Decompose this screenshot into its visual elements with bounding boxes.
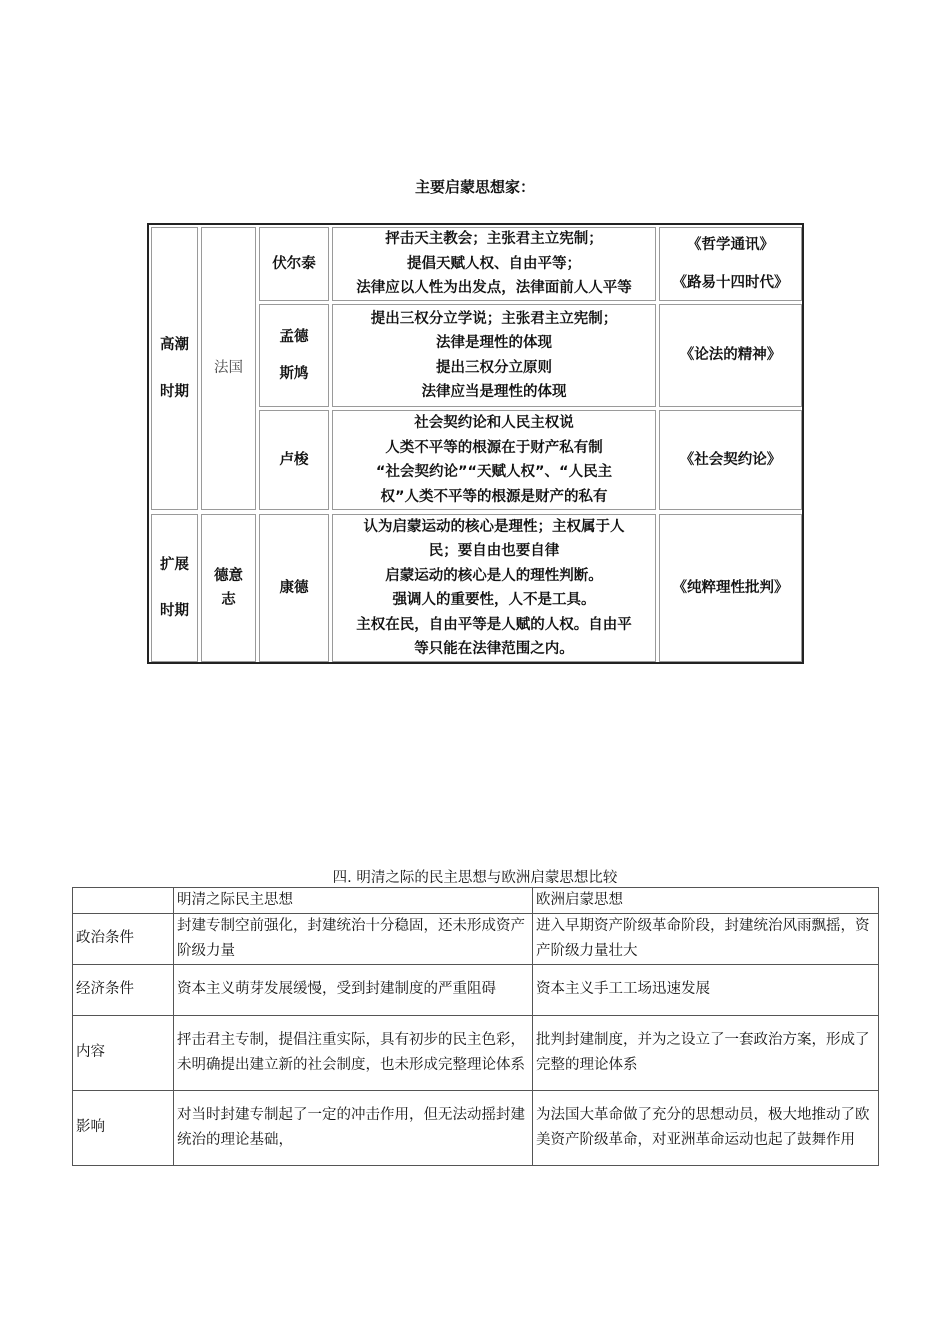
table1-title: 主要启蒙思想家： <box>414 178 535 196</box>
idea-line: 强调人的重要性，人不是工具。 <box>392 592 596 608</box>
europe-cell: 资本主义手工工场迅速发展 <box>533 964 879 1015</box>
period-high-line1: 高潮 <box>160 337 189 353</box>
thinker-ideas-cell <box>332 410 656 510</box>
idea-line: 提出三权分立学说；主张君主立宪制； <box>370 310 618 327</box>
thinker-name: 康德 <box>279 579 309 596</box>
thinker-works-cell <box>659 227 802 301</box>
work-title: 《路易十四时代》 <box>672 275 789 291</box>
work-title: 《论法的精神》 <box>679 347 782 364</box>
period-ext-cell <box>151 514 198 662</box>
country-france: 法国 <box>214 360 243 377</box>
thinker-name: 孟德 <box>279 329 309 345</box>
header-europe: 欧洲启蒙思想 <box>533 888 879 914</box>
thinker-works-cell <box>659 514 802 662</box>
thinker-ideas-cell <box>332 304 656 407</box>
china-cell: 对当时封建专制起了一定的冲击作用，但无法动摇封建统治的理论基础， <box>174 1090 533 1165</box>
europe-cell: 批判封建制度，并为之设立了一套政治方案，形成了完整的理论体系 <box>533 1015 879 1090</box>
thinker-name-cell <box>259 227 329 301</box>
row-label: 内容 <box>73 1015 174 1090</box>
period-high-line2: 时期 <box>160 383 189 400</box>
idea-line: “社会契约论”“天赋人权”、“人民主 <box>375 464 613 480</box>
table-row <box>73 1015 879 1090</box>
china-cell: 资本主义萌芽发展缓慢，受到封建制度的严重阻碍 <box>174 964 533 1015</box>
thinker-works-cell <box>659 410 802 510</box>
idea-line: 人类不平等的根源在于财产私有制 <box>385 439 603 456</box>
idea-line: 提出三权分立原则 <box>436 359 552 376</box>
table2-title: 四. 明清之际的民主思想与欧洲启蒙思想比较 <box>332 870 618 886</box>
thinker-ideas-cell <box>332 227 656 301</box>
thinker-name-cell <box>259 514 329 662</box>
idea-line: 法律是理性的体现 <box>436 335 552 351</box>
idea-line: 民；要自由也要自律 <box>428 543 560 559</box>
china-cell: 封建专制空前强化，封建统治十分稳固，还未形成资产阶级力量 <box>174 913 533 964</box>
period-ext-line2: 时期 <box>160 603 189 619</box>
idea-line: 权”人类不平等的根源是财产的私有 <box>380 488 608 505</box>
period-high-cell <box>151 227 198 510</box>
idea-line: 法律应当是理性的体现 <box>421 384 567 400</box>
thinker-name: 卢梭 <box>279 451 309 468</box>
country-germany-line1: 德意 <box>214 567 243 584</box>
header-empty <box>73 888 174 914</box>
country-germany-line2: 志 <box>221 592 236 608</box>
header-china: 明清之际民主思想 <box>174 888 533 914</box>
work-title: 《社会契约论》 <box>679 451 782 468</box>
idea-line: 提倡天赋人权、自由平等； <box>407 255 581 272</box>
idea-line: 社会契约论和人民主权说 <box>414 415 574 431</box>
comparison-table <box>72 887 879 1166</box>
idea-line: 等只能在法律范围之内。 <box>414 641 574 657</box>
idea-line: 抨击天主教会；主张君主立宪制； <box>385 231 603 248</box>
row-label: 经济条件 <box>73 964 174 1015</box>
idea-line: 启蒙运动的核心是人的理性判断。 <box>385 567 603 584</box>
table-row <box>73 1090 879 1165</box>
row-label: 影响 <box>73 1090 174 1165</box>
work-title: 《哲学通讯》 <box>687 236 774 253</box>
table-header-row <box>73 888 879 914</box>
idea-line: 认为启蒙运动的核心是理性；主权属于人 <box>363 518 625 535</box>
country-germany-cell <box>201 514 256 662</box>
table-row <box>73 964 879 1015</box>
thinkers-table <box>147 223 804 664</box>
thinker-name: 斯鸠 <box>279 365 309 382</box>
period-ext-line1: 扩展 <box>160 556 189 573</box>
thinker-ideas-cell <box>332 514 656 662</box>
work-title: 《纯粹理性批判》 <box>672 579 789 596</box>
europe-cell: 进入早期资产阶级革命阶段，封建统治风雨飘摇，资产阶级力量壮大 <box>533 913 879 964</box>
country-france-cell <box>201 227 256 510</box>
europe-cell: 为法国大革命做了充分的思想动员，极大地推动了欧美资产阶级革命，对亚洲革命运动也起了鼓舞作用 <box>533 1090 879 1165</box>
china-cell: 抨击君主专制，提倡注重实际，具有初步的民主色彩，未明确提出建立新的社会制度，也未形成完整理论体系 <box>174 1015 533 1090</box>
table-row <box>73 913 879 964</box>
idea-line: 法律应以人性为出发点，法律面前人人平等 <box>356 280 632 297</box>
thinker-name-cell <box>259 304 329 407</box>
thinker-name-cell <box>259 410 329 510</box>
thinker-works-cell <box>659 304 802 407</box>
thinker-name: 伏尔泰 <box>272 255 316 272</box>
idea-line: 主权在民，自由平等是人赋的人权。自由平 <box>356 616 632 633</box>
row-label: 政治条件 <box>73 913 174 964</box>
